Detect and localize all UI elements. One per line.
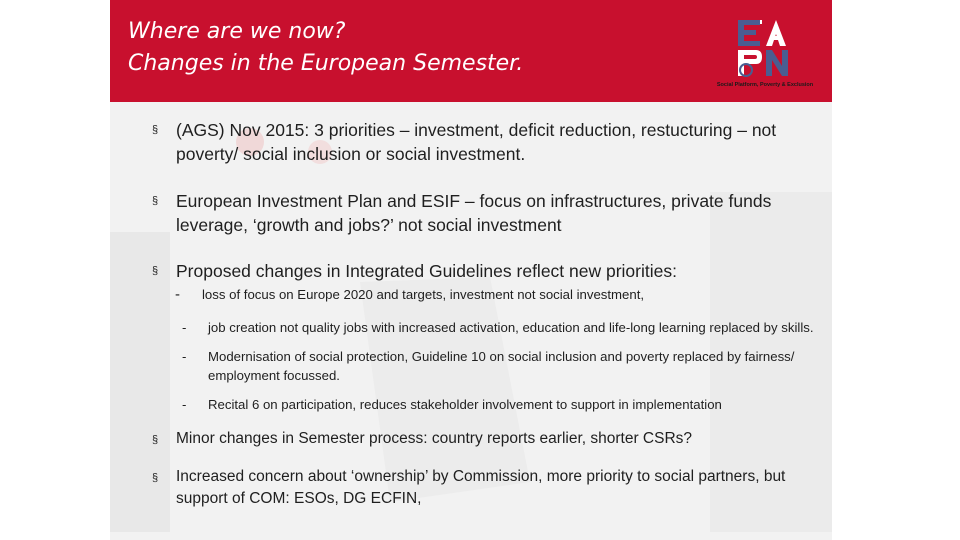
sub-bullet-text: Modernisation of social protection, Guideline 10 on social inclusion and poverty replaced by fairness/ employment focussed.: [208, 349, 795, 383]
sub-bullet-item: [150, 395, 830, 414]
sub-bullet-item: [150, 285, 830, 304]
eapn-logo: [706, 14, 824, 94]
title-line-1: Where are we now?: [128, 19, 346, 44]
bullet-text: (AGS) Nov 2015: 3 priorities – investment, deficit reduction, restucturing – not poverty/ social inclusion or social investment.: [176, 120, 777, 164]
sub-bullet-dash: -: [182, 397, 187, 412]
bullet-marker: §: [152, 195, 159, 207]
sub-bullet-dash: -: [182, 320, 187, 335]
bullet-marker: §: [152, 265, 159, 277]
bullet-item: [150, 259, 830, 283]
sub-bullet-text: loss of focus on Europe 2020 and targets, investment not social investment,: [202, 287, 645, 302]
slide-title: [128, 16, 523, 80]
slide: [110, 0, 832, 540]
bullet-item: [150, 428, 830, 450]
title-line-2: Changes in the European Semester.: [128, 51, 524, 76]
bullet-text: European Investment Plan and ESIF – focus on infrastructures, private funds leverage, ‘growth and jobs?’ not social investment: [176, 191, 772, 235]
sub-bullet-dash: -: [182, 349, 187, 364]
sub-bullet-text: Recital 6 on participation, reduces stakeholder involvement to support in implementation: [208, 397, 722, 412]
bullet-text: Proposed changes in Integrated Guidelines reflect new priorities:: [176, 261, 677, 281]
sub-bullet-item: [150, 347, 830, 385]
slide-content: [150, 118, 830, 510]
eapn-logo-mark: [706, 14, 824, 80]
bullet-text: Minor changes in Semester process: country reports earlier, shorter CSRs?: [176, 430, 693, 447]
bullet-text: Increased concern about ‘ownership’ by Commission, more priority to social partners, but support of COM: ESOs, DG ECFIN,: [176, 468, 786, 507]
logo-caption: Social Platform, Poverty & Exclusion: [716, 82, 814, 88]
sub-bullet-item: [150, 318, 830, 337]
bullet-marker: §: [152, 434, 159, 446]
bullet-item: [150, 466, 830, 510]
header-bar: [110, 0, 832, 102]
bullet-marker: §: [152, 472, 159, 484]
sub-bullet-text: job creation not quality jobs with increased activation, education and life-long learning replaced by skills.: [208, 320, 814, 335]
bullet-item: [150, 118, 830, 166]
sub-bullet-dash: -: [175, 286, 180, 303]
bullet-marker: §: [152, 124, 159, 136]
bullet-item: [150, 189, 830, 237]
